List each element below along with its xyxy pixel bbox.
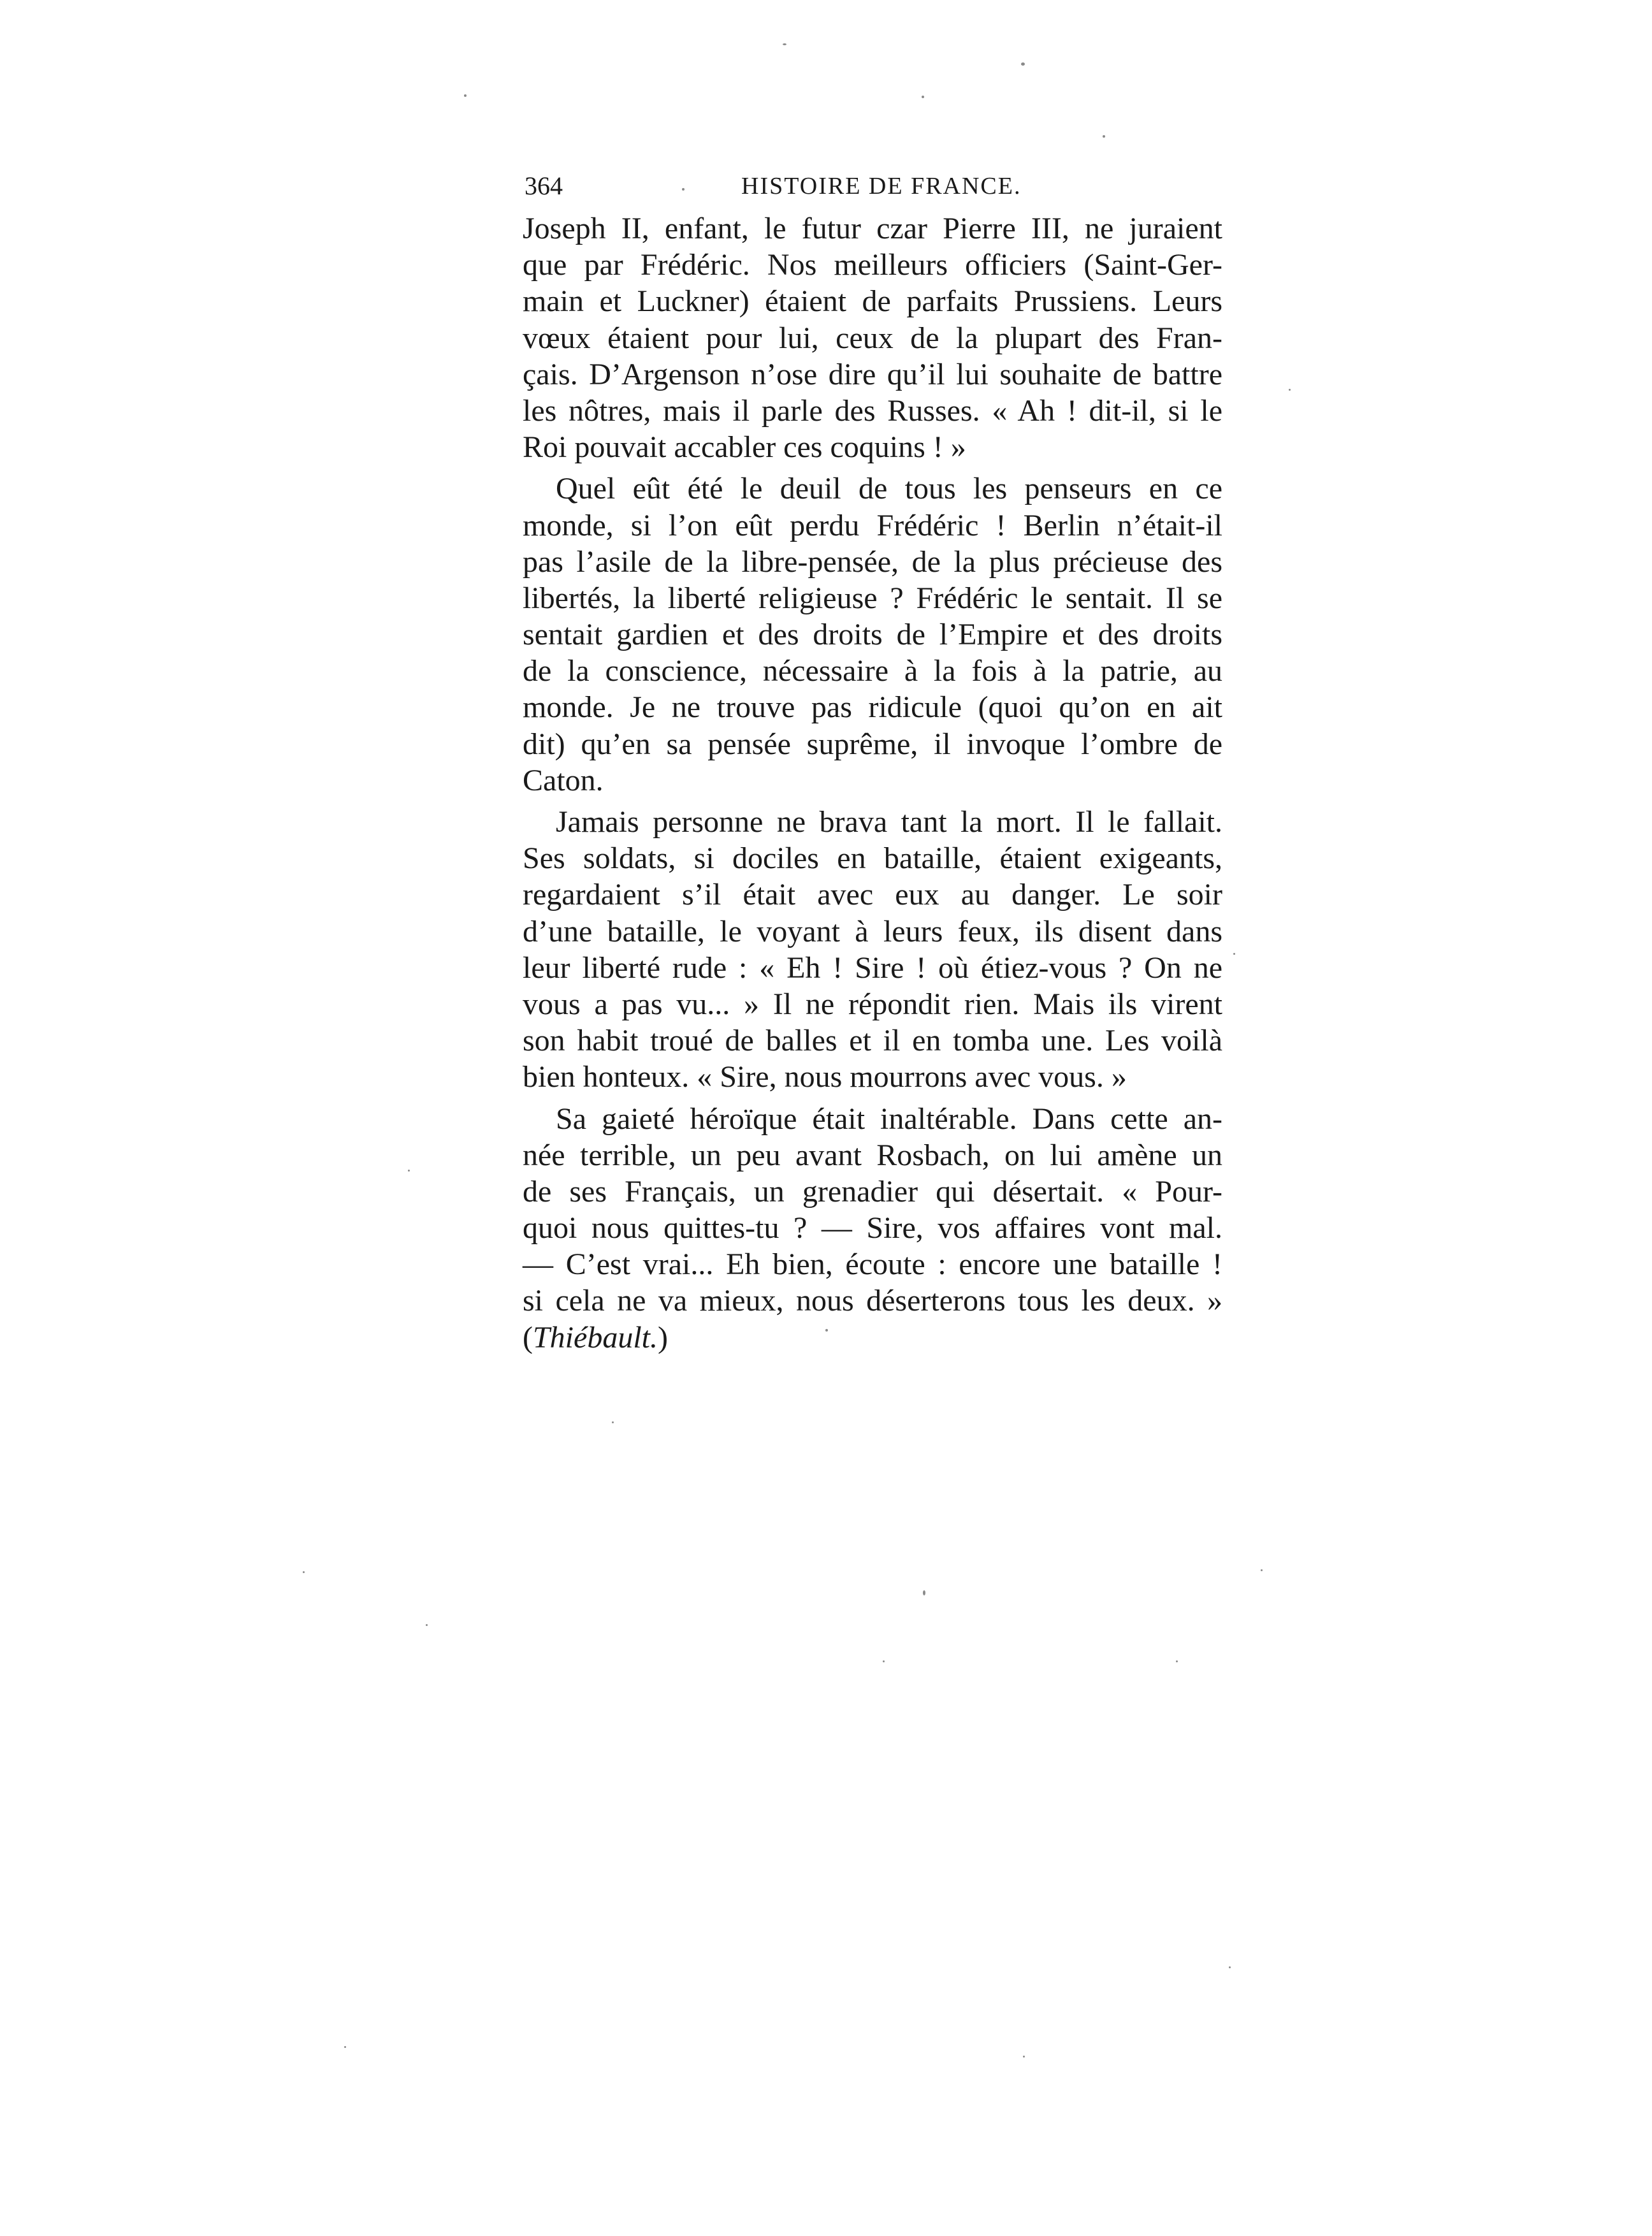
- paragraph-2: [523, 470, 1222, 799]
- text-line: Caton.: [523, 763, 604, 797]
- scan-speck: [426, 1624, 428, 1626]
- paragraph-1: [523, 210, 1222, 465]
- scan-speck: [923, 1590, 925, 1595]
- text-line: les nôtres, mais il parle des Russes. « Ah ! dit-il, si le: [523, 393, 1222, 428]
- text-line: Sa gaieté héroïque était inaltérable. Dans cette an-: [556, 1101, 1222, 1136]
- scan-speck: [1021, 62, 1025, 66]
- text-line: dit) qu’en sa pensée suprême, il invoque l’ombre de: [523, 727, 1222, 761]
- scan-speck: [922, 96, 924, 98]
- text-line: née terrible, un peu avant Rosbach, on lui amène un: [523, 1138, 1222, 1172]
- scan-speck: [1023, 2056, 1025, 2058]
- scan-speck: [682, 188, 685, 191]
- text-line: d’une bataille, le voyant à leurs feux, ils disent dans: [523, 914, 1222, 948]
- citation: Thiébault.: [532, 1320, 658, 1354]
- scan-speck: [344, 2046, 346, 2048]
- text-line: Roi pouvait accabler ces coquins ! »: [523, 430, 966, 465]
- paragraph-4: [523, 1101, 1222, 1356]
- text-line: çais. D’Argenson n’ose dire qu’il lui souhaite de battre: [523, 357, 1222, 391]
- text-line: Ses soldats, si dociles en bataille, étaient exigeants,: [523, 841, 1222, 876]
- running-title: HISTOIRE DE FRANCE.: [741, 173, 1022, 200]
- running-head: [525, 167, 1222, 205]
- text-line: monde. Je ne trouve pas ridicule (quoi qu’on en ait: [523, 690, 1222, 725]
- scan-speck: [883, 1660, 885, 1662]
- text-line: — C’est vrai... Eh bien, écoute : encore une bataille !: [523, 1247, 1222, 1282]
- text-line: libertés, la liberté religieuse ? Frédéric le sentait. Il se: [523, 581, 1222, 615]
- text-line: que par Frédéric. Nos meilleurs officiers (Saint-Ger-: [523, 248, 1222, 282]
- scan-speck: [1289, 389, 1291, 391]
- scan-speck: [1103, 135, 1105, 138]
- text-line: Quel eût été le deuil de tous les penseurs en ce: [556, 472, 1222, 506]
- scan-speck: [825, 1329, 828, 1332]
- text-line: leur liberté rude : « Eh ! Sire ! où étiez-vous ? On ne: [523, 950, 1222, 985]
- scan-speck: [612, 1421, 614, 1423]
- scan-speck: [303, 1571, 305, 1573]
- body-text: [523, 210, 1222, 1356]
- text-line: vous a pas vu... » Il ne répondit rien. Mais ils virent: [523, 987, 1222, 1021]
- text-line: Joseph II, enfant, le futur czar Pierre III, ne juraient: [523, 212, 1222, 245]
- scan-speck: [783, 43, 786, 45]
- text-line: de ses Français, un grenadier qui désertait. « Pour-: [523, 1174, 1222, 1209]
- text-line: main et Luckner) étaient de parfaits Prussiens. Leurs: [523, 284, 1222, 319]
- page-number: 364: [525, 171, 563, 200]
- text-line: regardaient s’il était avec eux au danger. Le soir: [523, 878, 1222, 912]
- text-line: son habit troué de balles et il en tomba une. Les voilà: [523, 1024, 1222, 1058]
- text-line: de la conscience, nécessaire à la fois à la patrie, au: [523, 654, 1222, 688]
- citation-line: (Thiébault.): [523, 1320, 668, 1354]
- scan-speck: [1261, 1569, 1263, 1571]
- text-line: vœux étaient pour lui, ceux de la plupart des Fran-: [523, 321, 1222, 355]
- scan-speck: [464, 94, 467, 97]
- text-line: monde, si l’on eût perdu Frédéric ! Berlin n’était-il: [523, 508, 1222, 542]
- scan-speck: [1176, 1660, 1178, 1662]
- text-line: pas l’asile de la libre-pensée, de la plus précieuse des: [523, 544, 1222, 579]
- text-line: sentait gardien et des droits de l’Empire et des droits: [523, 618, 1222, 652]
- scan-speck: [408, 1170, 410, 1172]
- text-line: quoi nous quittes-tu ? — Sire, vos affaires vont mal.: [523, 1211, 1222, 1245]
- scan-speck: [1229, 1966, 1231, 1968]
- text-line: bien honteux. « Sire, nous mourrons avec vous. »: [523, 1060, 1127, 1094]
- paragraph-3: [523, 804, 1222, 1096]
- text-line: si cela ne va mieux, nous déserterons tous les deux. »: [523, 1284, 1222, 1318]
- scan-speck: [1233, 953, 1235, 955]
- text-line: Jamais personne ne brava tant la mort. Il le fallait.: [556, 805, 1222, 839]
